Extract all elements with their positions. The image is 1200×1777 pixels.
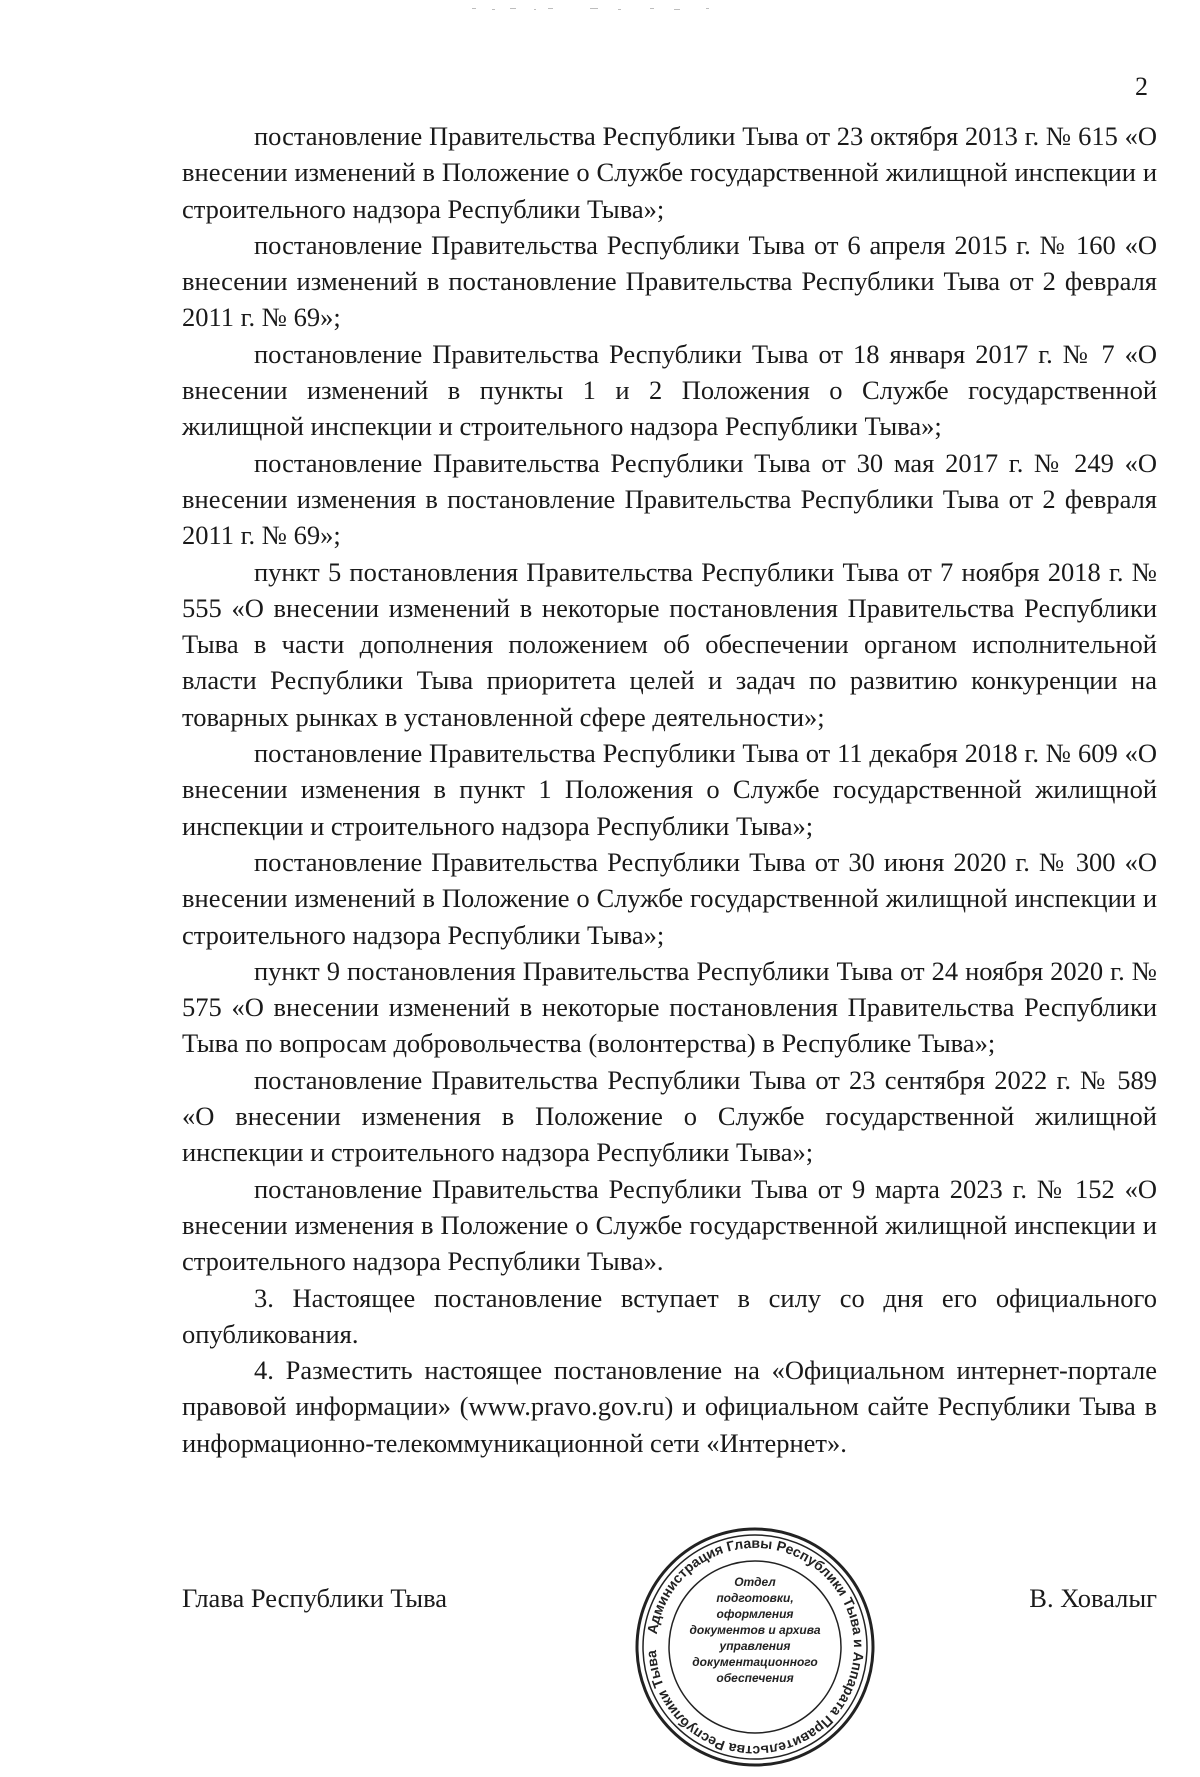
paragraph: постановление Правительства Республики Тыва от 6 апреля 2015 г. № 160 «О внесении изменений в постановление Правительства Республики Тыва от 2 февраля 2011 г. № 69»; [182, 229, 1157, 333]
stamp-line: Отдел [734, 1575, 776, 1589]
page-number: 2 [1135, 72, 1148, 101]
paragraph-effective-date: 3. Настоящее постановление вступает в силу со дня его официального опубликования. [182, 1282, 1157, 1349]
stamp-ring-text: Администрация Главы Республики Тыва и Аппарата Правительства Республики Тыва [642, 1534, 868, 1760]
paragraph: пункт 5 постановления Правительства Республики Тыва от 7 ноября 2018 г. № 555 «О внесении изменений в некоторые постановления Правительства Республики Тыва в части дополнения положением об обеспечении органом исполнительной власти Республики Тыва приоритета целей и задач по развитию конкуренции на товарных рынках в установленной сфере деятельности»; [182, 556, 1157, 732]
scan-artifact [470, 0, 730, 8]
paragraph: постановление Правительства Республики Тыва от 30 мая 2017 г. № 249 «О внесении изменения в постановление Правительства Республики Тыва от 2 февраля 2011 г. № 69»; [182, 447, 1157, 551]
document-body [182, 118, 1157, 1461]
paragraph: постановление Правительства Республики Тыва от 18 января 2017 г. № 7 «О внесении изменений в пункты 1 и 2 Положения о Службе государственной жилищной инспекции и строительного надзора Республики Тыва»; [182, 338, 1157, 442]
stamp-line: документов и архива [689, 1623, 821, 1637]
official-stamp [630, 1522, 880, 1772]
stamp-line: подготовки, [716, 1591, 794, 1605]
paragraph: постановление Правительства Республики Тыва от 30 июня 2020 г. № 300 «О внесении изменений в Положение о Службе государственной жилищной инспекции и строительного надзора Республики Тыва»; [182, 846, 1157, 950]
paragraph: постановление Правительства Республики Тыва от 9 марта 2023 г. № 152 «О внесении изменения в Положение о Службе государственной жилищной инспекции и строительного надзора Республики Тыва». [182, 1173, 1157, 1277]
stamp-line: документационного [692, 1655, 818, 1669]
stamp-line: обеспечения [716, 1671, 794, 1685]
stamp-line: оформления [716, 1607, 794, 1621]
signatory-position: Глава Республики Тыва [182, 1583, 448, 1613]
signatory-name: В. Ховалыг [1029, 1583, 1157, 1613]
paragraph-publication: 4. Разместить настоящее постановление на «Официальном интернет-портале правовой информации» (www.pravo.gov.ru) и официальном сайте Республики Тыва в информационно-телекоммуникационной сети «Интернет». [182, 1355, 1157, 1458]
paragraph: постановление Правительства Республики Тыва от 23 октября 2013 г. № 615 «О внесении изменений в Положение о Службе государственной жилищной инспекции и строительного надзора Республики Тыва»; [182, 121, 1157, 224]
stamp-line: управления [719, 1639, 791, 1653]
paragraph: постановление Правительства Республики Тыва от 11 декабря 2018 г. № 609 «О внесении изменения в пункт 1 Положения о Службе государственной жилищной инспекции и строительного надзора Республики Тыва»; [182, 738, 1157, 841]
paragraph: постановление Правительства Республики Тыва от 23 сентября 2022 г. № 589 «О внесении изменения в Положение о Службе государственной жилищной инспекции и строительного надзора Республики Тыва»; [182, 1064, 1157, 1168]
paragraph: пункт 9 постановления Правительства Республики Тыва от 24 ноября 2020 г. № 575 «О внесении изменений в некоторые постановления Правительства Республики Тыва по вопросам добровольчества (волонтерства) в Республике Тыва»; [182, 955, 1157, 1059]
